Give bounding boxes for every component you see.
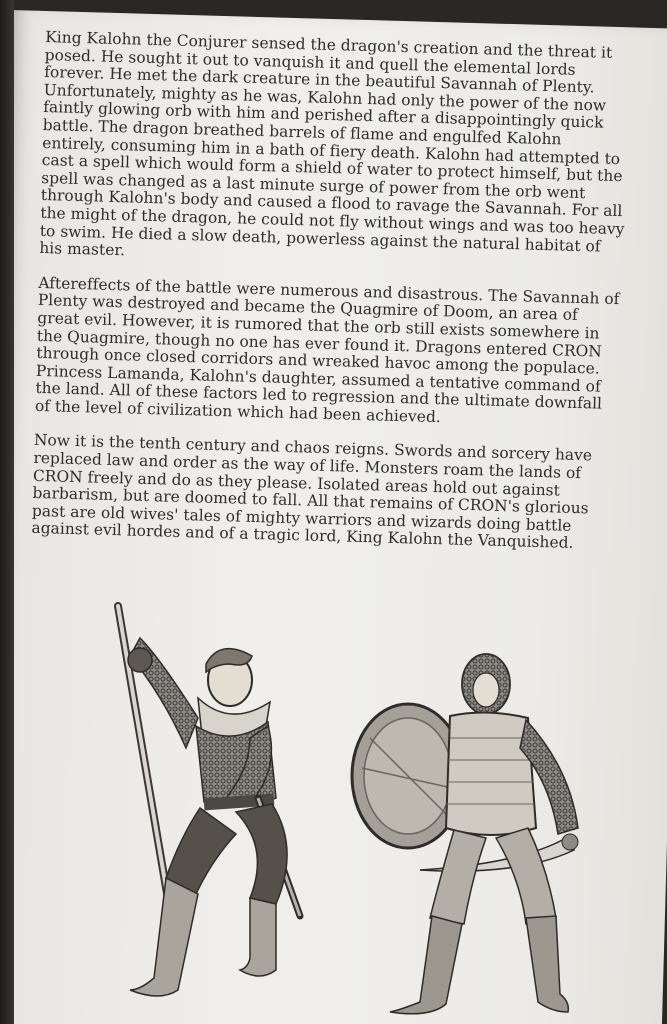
paragraph-1: King Kalohn the Conjurer sensed the dragon's creation and the threat it posed. He sought it out to vanquish it and quell the elemental lords forever. He met the dark creature in the beautiful Savannah of Plenty. Unfortunately, mighty as he was, Kalohn had only the power of the now faintly glowing orb with him and perished after a disappointingly quick battle. The dragon breathed barrels of flame and engulfed Kalohn entirely, consuming him in a bath of fiery death. Kalohn had attempted to cast a spell which would form a shield of water to protect himself, but the spell was changed as a last minute surge of power from the orb went through Kalohn's body and caused a flood to ravage the Savannah. For all the might of the dragon, he could not fly without wings and was too heavy to swim. He died a slow death, powerless against the natural habitat of his master.	[39, 27, 625, 260]
warriors-illustration	[100, 598, 620, 1018]
page-text	[31, 29, 631, 571]
left-warrior-figure	[118, 606, 300, 996]
paragraph-2: Aftereffects of the battle were numerous and disastrous. The Savannah of Plenty was destroyed and became the Quagmire of Doom, an area of great evil. However, it is rumored that the orb still exists somewhere in the Quagmire, though no one has ever found it. Dragons entered CRON through once closed corridors and wreaked havoc among the populace. Princess Lamanda, Kalohn's daughter, assumed a tentative command of the land. All of these factors led to regression and the ultimate downfall of the level of civilization which had been achieved.	[34, 273, 620, 427]
book-gutter	[0, 0, 14, 1024]
right-warrior-figure	[352, 654, 578, 1014]
paragraph-3: Now it is the tenth century and chaos reigns. Swords and sorcery have replaced law and order as the way of life. Monsters roam the lands of CRON freely and do as they please. Isolated areas hold out against barbarism, but are doomed to fall. All that remains of CRON's glorious past are old wives' tales of mighty warriors and wizards doing battle against evil hordes and of a tragic lord, King Kalohn the Vanquished.	[31, 431, 593, 553]
